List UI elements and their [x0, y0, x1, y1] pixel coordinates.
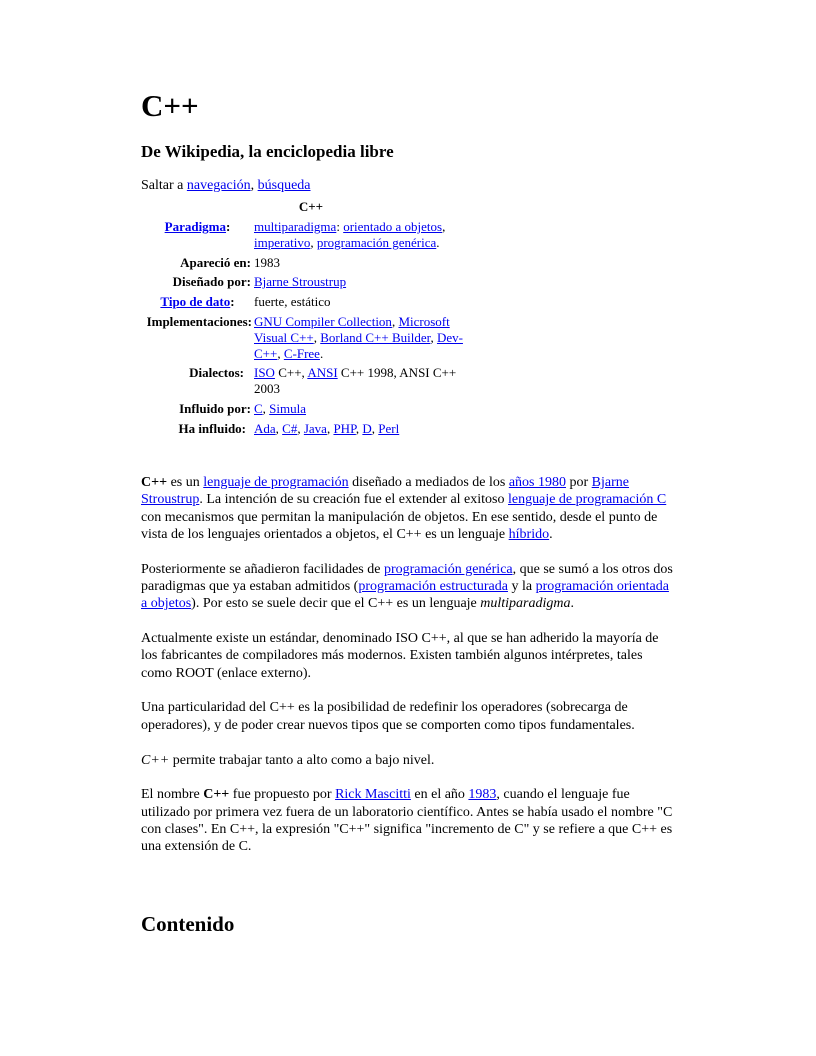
paragraph-intro — [141, 474, 676, 543]
contents-heading: Contenido — [141, 912, 235, 936]
infobox-row-tipo — [141, 294, 501, 314]
d-link[interactable]: D — [362, 421, 372, 436]
infobox-row-ha-influido — [141, 421, 501, 441]
infobox-caption: C++ — [298, 199, 324, 214]
stroustrup-link[interactable]: Bjarne Stroustrup — [141, 475, 629, 508]
simula-link[interactable]: Simula — [269, 401, 307, 416]
text: , que se sumó a los otros dos paradigmas que ya estaban admitidos ( — [141, 561, 673, 594]
infobox-label: Apareció en: — [180, 255, 251, 270]
text: El nombre — [141, 787, 204, 803]
infobox-label: Ha influido: — [178, 421, 246, 436]
navigation-link[interactable]: navegación — [186, 178, 251, 193]
infobox-label — [141, 294, 254, 310]
infobox-row-paradigma — [141, 219, 501, 255]
text: Posteriormente se añadieron facilidades de — [141, 561, 384, 577]
infobox-value — [254, 219, 482, 251]
separator: , — [262, 401, 270, 416]
infobox-label: Diseñado por: — [172, 274, 251, 289]
infobox — [141, 199, 501, 441]
infobox-row-influido — [141, 401, 501, 421]
msvc-link[interactable]: Microsoft Visual C++ — [254, 314, 450, 345]
oop-link[interactable]: orientado a objetos — [343, 219, 443, 234]
separator: , — [391, 314, 399, 329]
italic-term: multiparadigma — [480, 596, 571, 612]
stroustrup-link[interactable]: Bjarne Stroustrup — [254, 274, 347, 289]
text: diseñado a mediados de los — [348, 475, 509, 490]
separator: , — [442, 219, 446, 234]
perl-link[interactable]: Perl — [378, 421, 400, 436]
borland-link[interactable]: Borland C++ Builder — [320, 330, 431, 345]
infobox-value — [254, 401, 482, 417]
paragraph-paradigms — [141, 561, 676, 613]
dialect-text: C++, — [274, 365, 308, 380]
paradigma-link[interactable]: Paradigma — [164, 219, 227, 234]
infobox-row-disenado — [141, 274, 501, 294]
infobox-label: Influido por: — [179, 401, 251, 416]
paragraph-standard: Actualmente existe un estándar, denominado ISO C++, al que se han adherido la mayoría de los fabricantes de compiladores más modernos. Existen también algunos intérpretes, tales como ROOT (enlace externo). — [141, 631, 659, 681]
infobox-value — [254, 314, 482, 362]
italic-term: C++ — [141, 752, 170, 768]
year-1983-link[interactable]: 1983 — [468, 787, 497, 803]
page-title: C++ — [141, 88, 199, 123]
php-link[interactable]: PHP — [333, 421, 356, 436]
text: , cuando el lenguaje fue utilizado por primera vez fuera de un laboratorio científico. Antes se había usado el nombre "C con clases". En C++, la expresión "C++" significa "incremento de C" y se refiere a que C++ es una extensión de C. — [141, 787, 673, 855]
java-link[interactable]: Java — [303, 421, 327, 436]
text: ). Por esto se suele decir que el C++ es un lenguaje — [191, 596, 481, 612]
jump-prefix: Saltar a — [141, 178, 187, 193]
jump-separator: , — [250, 178, 258, 193]
cfree-link[interactable]: C-Free — [283, 346, 320, 361]
ada-link[interactable]: Ada — [254, 421, 276, 436]
paragraph-operators: Una particularidad del C++ es la posibilidad de redefinir los operadores (sobrecarga de operadores), y de poder crear nuevos tipos que se comporten como tipos fundamentales. — [141, 700, 635, 733]
multiparadigma-link[interactable]: multiparadigma — [254, 219, 337, 234]
infobox-row-aparecio — [141, 255, 501, 274]
generic-programming-link[interactable]: programación genérica — [316, 235, 437, 250]
paragraph-name — [141, 786, 676, 855]
c-link[interactable]: C — [254, 401, 263, 416]
infobox-row-implementaciones — [141, 314, 501, 365]
programming-language-link[interactable]: lenguaje de programación — [203, 475, 349, 490]
dialect-text: C++ 1998, ANSI C++ 2003 — [254, 365, 457, 396]
separator: , — [355, 421, 363, 436]
hybrid-link[interactable]: híbrido — [508, 526, 550, 542]
search-link[interactable]: búsqueda — [257, 178, 311, 193]
text: en el año — [410, 787, 469, 803]
infobox-value — [254, 421, 482, 437]
infobox-value — [254, 274, 482, 290]
article-body — [141, 474, 676, 873]
iso-link[interactable]: ISO — [254, 365, 275, 380]
separator: , — [297, 421, 304, 436]
infobox-label — [141, 219, 254, 235]
text: y la — [507, 578, 536, 594]
separator: , — [326, 421, 334, 436]
years-1980-link[interactable]: años 1980 — [508, 475, 566, 490]
imperativo-link[interactable]: imperativo — [254, 235, 311, 250]
gcc-link[interactable]: GNU Compiler Collection — [254, 314, 392, 329]
jump-links — [141, 177, 311, 195]
bold-term: C++ — [203, 787, 230, 803]
paragraph-levels — [141, 752, 676, 769]
infobox-value: fuerte, estático — [254, 294, 331, 309]
devcpp-link[interactable]: Dev-C++ — [254, 330, 463, 361]
separator: , — [275, 421, 283, 436]
tipo-de-dato-link[interactable]: Tipo de dato — [160, 294, 231, 309]
text: es un — [167, 475, 204, 490]
separator: : — [336, 219, 344, 234]
generic-programming-link[interactable]: programación genérica — [383, 561, 513, 577]
mascitti-link[interactable]: Rick Mascitti — [335, 787, 411, 803]
separator: . — [319, 346, 324, 361]
text: . La intención de su creación fue el extender al exitoso — [199, 492, 508, 508]
label-colon: : — [226, 219, 231, 234]
text: por — [566, 475, 592, 490]
csharp-link[interactable]: C# — [282, 421, 298, 436]
infobox-row-dialectos — [141, 365, 501, 401]
infobox-label: Dialectos: — [189, 365, 244, 380]
separator: , — [371, 421, 379, 436]
separator: , — [277, 346, 284, 361]
infobox-value: 1983 — [254, 255, 280, 270]
ansi-link[interactable]: ANSI — [307, 365, 338, 380]
text: permite trabajar tanto a alto como a bajo nivel. — [169, 752, 435, 768]
page-subtitle: De Wikipedia, la enciclopedia libre — [141, 142, 394, 161]
infobox-label: Implementaciones: — [146, 314, 252, 329]
label-colon: : — [230, 294, 235, 309]
structured-programming-link[interactable]: programación estructurada — [358, 578, 508, 594]
c-language-link[interactable]: lenguaje de programación C — [508, 492, 667, 508]
text: . — [549, 526, 553, 542]
separator: , — [313, 330, 321, 345]
separator: . — [436, 235, 440, 250]
separator: , — [430, 330, 437, 345]
bold-term: C++ — [141, 475, 168, 490]
text: . — [570, 596, 574, 612]
infobox-value — [254, 365, 482, 397]
text: con mecanismos que permitan la manipulación de objetos. En ese sentido, desde el punto de vista de los lenguajes orientados a objetos, el C++ es un lenguaje — [141, 509, 658, 542]
text: fue propuesto por — [229, 787, 336, 803]
oop-link[interactable]: programación orientada a objetos — [141, 578, 669, 612]
separator: , — [310, 235, 317, 250]
